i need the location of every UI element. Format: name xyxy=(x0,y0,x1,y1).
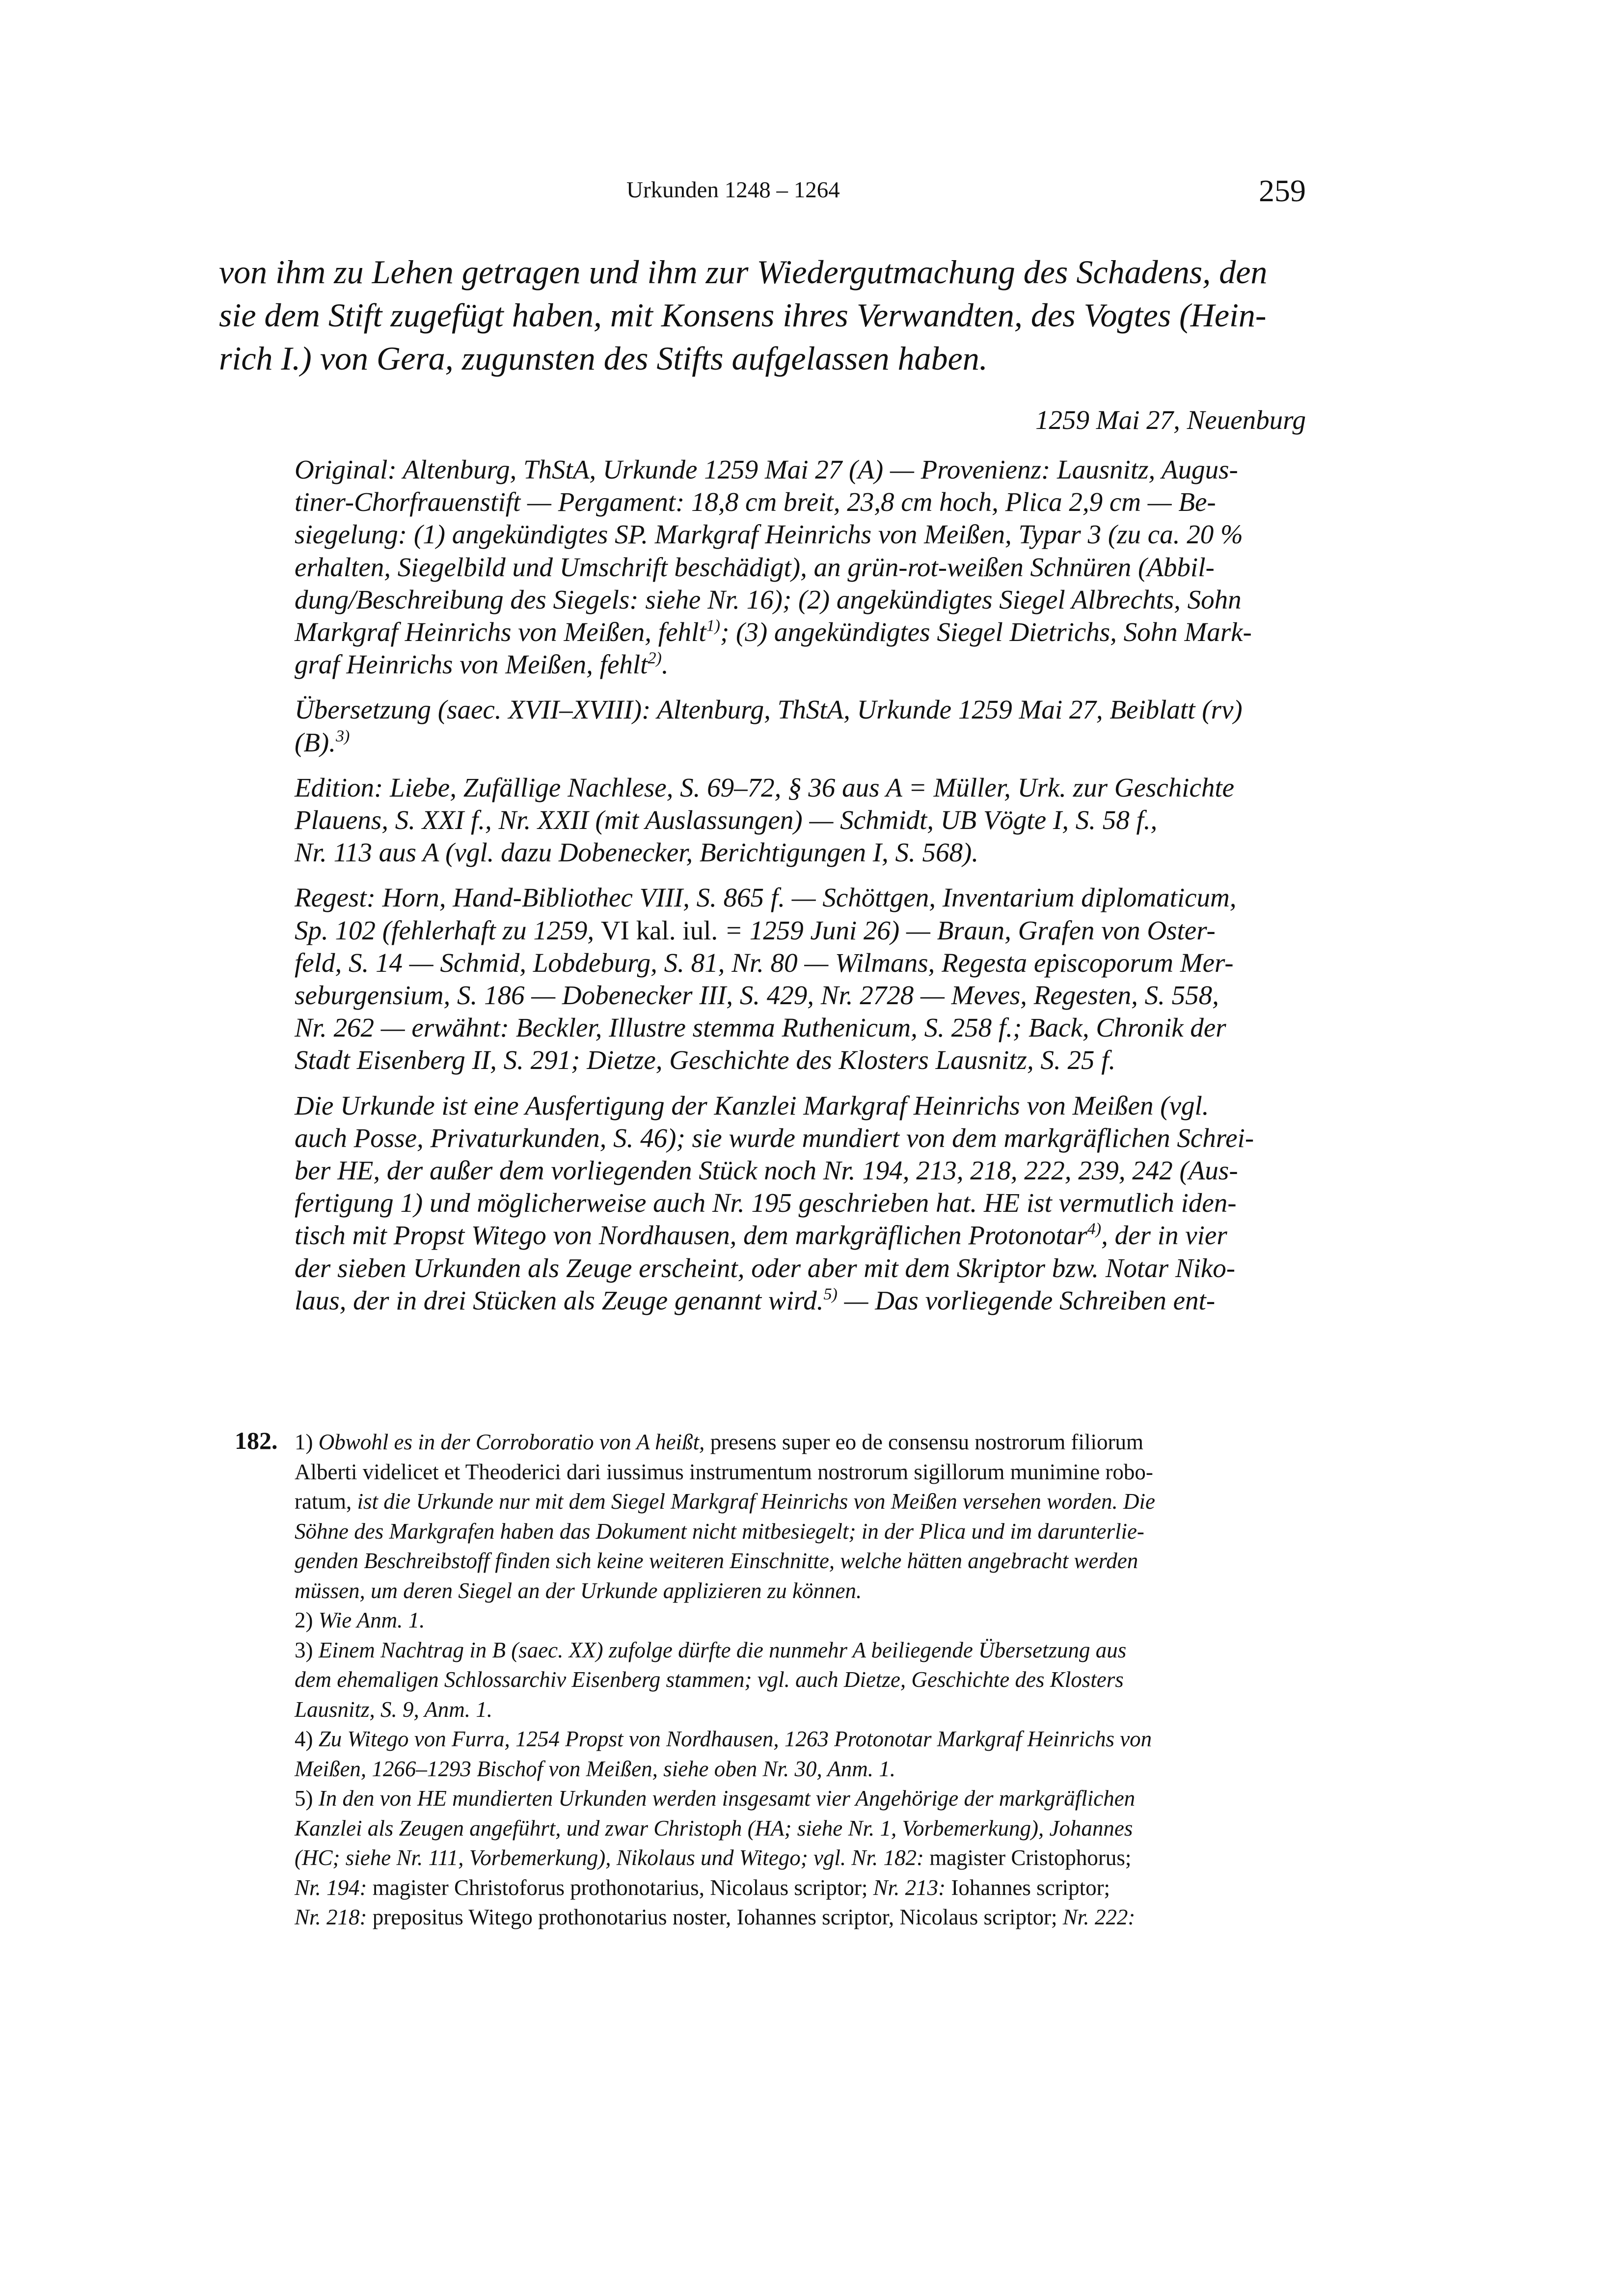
text-run: Einem Nachtrag in B (saec. XX) zufolge dürfte die nunmehr A beiliegende Übersetzung aus xyxy=(318,1637,1127,1662)
text-run: Nr. 194: xyxy=(295,1875,367,1900)
text-line: Alberti videlicet et Theoderici dari iussimus instrumentum nostrorum sigillorum munimine robo- xyxy=(295,1459,1153,1484)
text-run: = 1259 Juni 26) — Braun, Grafen von Oster- xyxy=(718,915,1216,945)
text-line: Plauens, S. XXI f., Nr. XXII (mit Auslassungen) — Schmidt, UB Vögte I, S. 58 f., xyxy=(295,805,1158,835)
page-number: 259 xyxy=(1259,173,1306,208)
footnote-marker: 5) xyxy=(295,1786,319,1811)
footnote-5 xyxy=(295,1784,1310,1932)
text-line: tiner-Chorfrauenstift — Pergament: 18,8 cm breit, 23,8 cm hoch, Plica 2,9 cm — Be- xyxy=(295,487,1216,517)
text-line: Edition: Liebe, Zufällige Nachlese, S. 69–72, § 36 aus A = Müller, Urk. zur Geschichte xyxy=(295,772,1235,802)
text-line xyxy=(295,914,1310,947)
text-line: Söhne des Markgrafen haben das Dokument nicht mitbesiegelt; in der Plica und im darunterlie- xyxy=(295,1519,1144,1544)
text-line: Lausnitz, S. 9, Anm. 1. xyxy=(295,1697,492,1722)
source-notes xyxy=(295,454,1310,1317)
text-line xyxy=(295,1284,1310,1317)
text-line: der sieben Urkunden als Zeuge erscheint, oder aber mit dem Skriptor bzw. Notar Niko- xyxy=(295,1253,1236,1283)
footnote-2 xyxy=(295,1605,1310,1635)
text-run: Obwohl es in der Corroboratio von A heißt, xyxy=(318,1430,705,1454)
text-run: . xyxy=(661,649,669,680)
text-run: Zu Witego von Furra, 1254 Propst von Nordhausen, 1263 Protonotar Markgraf Heinrichs von xyxy=(318,1727,1152,1751)
text-run: , der in vier xyxy=(1101,1220,1227,1251)
text-run: ist die Urkunde nur mit dem Siegel Markgraf Heinrichs von Meißen versehen worden. Die xyxy=(357,1489,1155,1514)
footnote-1 xyxy=(295,1427,1310,1605)
text-line xyxy=(295,1427,1310,1457)
text-line: Nr. 113 aus A (vgl. dazu Dobenecker, Berichtigungen I, S. 568). xyxy=(295,837,979,868)
text-run: — Das vorliegende Schreiben ent- xyxy=(837,1285,1216,1315)
text-line xyxy=(295,1784,1310,1814)
quoted-latin: presens super eo de consensu nostrorum filiorum xyxy=(704,1430,1143,1454)
text-run: Sp. 102 (fehlerhaft zu 1259, xyxy=(295,915,601,945)
text-line: Kanzlei als Zeugen angeführt, und zwar Christoph (HA; siehe Nr. 1, Vorbemerkung), Johannes xyxy=(295,1815,1133,1841)
text-line xyxy=(295,1605,1310,1635)
text-line: dung/Beschreibung des Siegels: siehe Nr. 16); (2) angekündigtes Siegel Albrechts, Sohn xyxy=(295,584,1242,614)
footnote-ref: 2) xyxy=(648,649,662,667)
quoted-latin: ratum, xyxy=(295,1489,357,1514)
footnote-ref: 4) xyxy=(1087,1220,1102,1239)
text-line: Regest: Horn, Hand-Bibliothec VIII, S. 865 f. — Schöttgen, Inventarium diplomaticum, xyxy=(295,882,1237,913)
text-run: laus, der in drei Stücken als Zeuge genannt wird. xyxy=(295,1285,824,1315)
text-line: feld, S. 14 — Schmid, Lobdeburg, S. 81, Nr. 80 — Wilmans, Regesta episcoporum Mer- xyxy=(295,947,1234,978)
footnote-marker: 4) xyxy=(295,1727,319,1751)
footnote-marker: 3) xyxy=(295,1637,319,1662)
quoted-latin: magister Cristophorus; xyxy=(923,1845,1132,1870)
original-paragraph xyxy=(295,454,1310,681)
text-line xyxy=(295,1902,1310,1932)
summary-line: rich I.) von Gera, zugunsten des Stifts aufgelassen haben. xyxy=(219,340,988,377)
text-line: Meißen, 1266–1293 Bischof von Meißen, siehe oben Nr. 30, Anm. 1. xyxy=(295,1756,895,1781)
summary-line: von ihm zu Lehen getragen und ihm zur Wiedergutmachung des Schadens, den xyxy=(219,253,1268,291)
text-line xyxy=(295,1724,1310,1754)
text-run: (HC; siehe Nr. 111, Vorbemerkung), Nikolaus und Witego; vgl. Nr. 182: xyxy=(295,1845,924,1870)
text-line: dem ehemaligen Schlossarchiv Eisenberg stammen; vgl. auch Dietze, Geschichte des Klosters xyxy=(295,1667,1124,1692)
footnote-4 xyxy=(295,1724,1310,1784)
text-line xyxy=(295,1843,1310,1873)
footnote-ref: 5) xyxy=(823,1285,838,1304)
text-run: In den von HE mundierten Urkunden werden insgesamt vier Angehörige der markgräflichen xyxy=(318,1786,1136,1811)
running-title: Urkunden 1248 – 1264 xyxy=(626,177,840,203)
text-line: genden Beschreibstoff finden sich keine weiteren Einschnitte, welche hätten angebracht werden xyxy=(295,1548,1138,1573)
text-line xyxy=(295,1487,1310,1517)
text-line xyxy=(295,1873,1310,1903)
footnotes xyxy=(295,1427,1310,1932)
text-line xyxy=(295,648,1310,681)
text-run: ; (3) angekündigtes Siegel Dietrichs, Sohn Mark- xyxy=(720,617,1252,647)
text-line: müssen, um deren Siegel an der Urkunde applizieren zu können. xyxy=(295,1578,862,1603)
text-run: Nr. 213: xyxy=(873,1875,946,1900)
text-run: Wie Anm. 1. xyxy=(318,1608,425,1632)
text-run: (B). xyxy=(295,727,336,757)
commentary-paragraph xyxy=(295,1090,1310,1317)
text-line: Stadt Eisenberg II, S. 291; Dietze, Geschichte des Klosters Lausnitz, S. 25 f. xyxy=(295,1045,1116,1075)
text-line: siegelung: (1) angekündigtes SP. Markgraf Heinrichs von Meißen, Typar 3 (zu ca. 20 % xyxy=(295,519,1243,550)
text-run: Markgraf Heinrichs von Meißen, fehlt xyxy=(295,617,706,647)
footnote-marker: 2) xyxy=(295,1608,319,1632)
text-line xyxy=(295,1635,1310,1665)
quoted-date: VI kal. iul. xyxy=(600,915,718,945)
text-line: fertigung 1) und möglicherweise auch Nr. 195 geschrieben hat. HE ist vermutlich iden- xyxy=(295,1188,1237,1218)
text-line: Die Urkunde ist eine Ausfertigung der Kanzlei Markgraf Heinrichs von Meißen (vgl. xyxy=(295,1090,1209,1121)
text-line: ber HE, der außer dem vorliegenden Stück noch Nr. 194, 213, 218, 222, 239, 242 (Aus- xyxy=(295,1155,1238,1186)
quoted-latin: prepositus Witego prothonotarius noster, Iohannes scriptor, Nicolaus scriptor; xyxy=(367,1905,1063,1929)
quoted-latin: magister Christoforus prothonotarius, Nicolaus scriptor; xyxy=(367,1875,873,1900)
footnote-ref: 1) xyxy=(706,616,720,635)
translation-paragraph xyxy=(295,694,1310,758)
text-run: Nr. 218: xyxy=(295,1905,367,1929)
text-run: tisch mit Propst Witego von Nordhausen, dem markgräflichen Protonotar xyxy=(295,1220,1087,1251)
quoted-latin: Iohannes scriptor; xyxy=(946,1875,1110,1900)
text-run: graf Heinrichs von Meißen, fehlt xyxy=(295,649,648,680)
text-line: Nr. 262 — erwähnt: Beckler, Illustre stemma Ruthenicum, S. 258 f.; Back, Chronik der xyxy=(295,1013,1226,1043)
text-line: Übersetzung (saec. XVII–XVIII): Altenburg, ThStA, Urkunde 1259 Mai 27, Beiblatt (rv) xyxy=(295,694,1243,725)
text-line xyxy=(295,1219,1310,1252)
footnote-ref: 3) xyxy=(335,727,350,746)
text-line xyxy=(295,726,1310,759)
dateline: 1259 Mai 27, Neuenburg xyxy=(1035,405,1306,435)
summary-line: sie dem Stift zugefügt haben, mit Konsens ihres Verwandten, des Vogtes (Hein- xyxy=(219,296,1267,334)
edition-paragraph xyxy=(295,772,1310,869)
footnote-marker: 1) xyxy=(295,1430,319,1454)
document-summary xyxy=(219,250,1311,380)
text-line: erhalten, Siegelbild und Umschrift beschädigt), an grün-rot-weißen Schnüren (Abbil- xyxy=(295,552,1215,582)
text-line xyxy=(295,616,1310,648)
text-line: seburgensium, S. 186 — Dobenecker III, S. 429, Nr. 2728 — Meves, Regesten, S. 558, xyxy=(295,980,1219,1011)
text-line: Original: Altenburg, ThStA, Urkunde 1259 Mai 27 (A) — Provenienz: Lausnitz, Augus- xyxy=(295,454,1238,484)
text-line: auch Posse, Privaturkunden, S. 46); sie wurde mundiert von dem markgräflichen Schrei- xyxy=(295,1122,1254,1153)
footnote-document-number: 182. xyxy=(235,1427,278,1454)
footnote-3 xyxy=(295,1635,1310,1725)
text-run: Nr. 222: xyxy=(1062,1905,1136,1929)
regest-paragraph xyxy=(295,881,1310,1076)
